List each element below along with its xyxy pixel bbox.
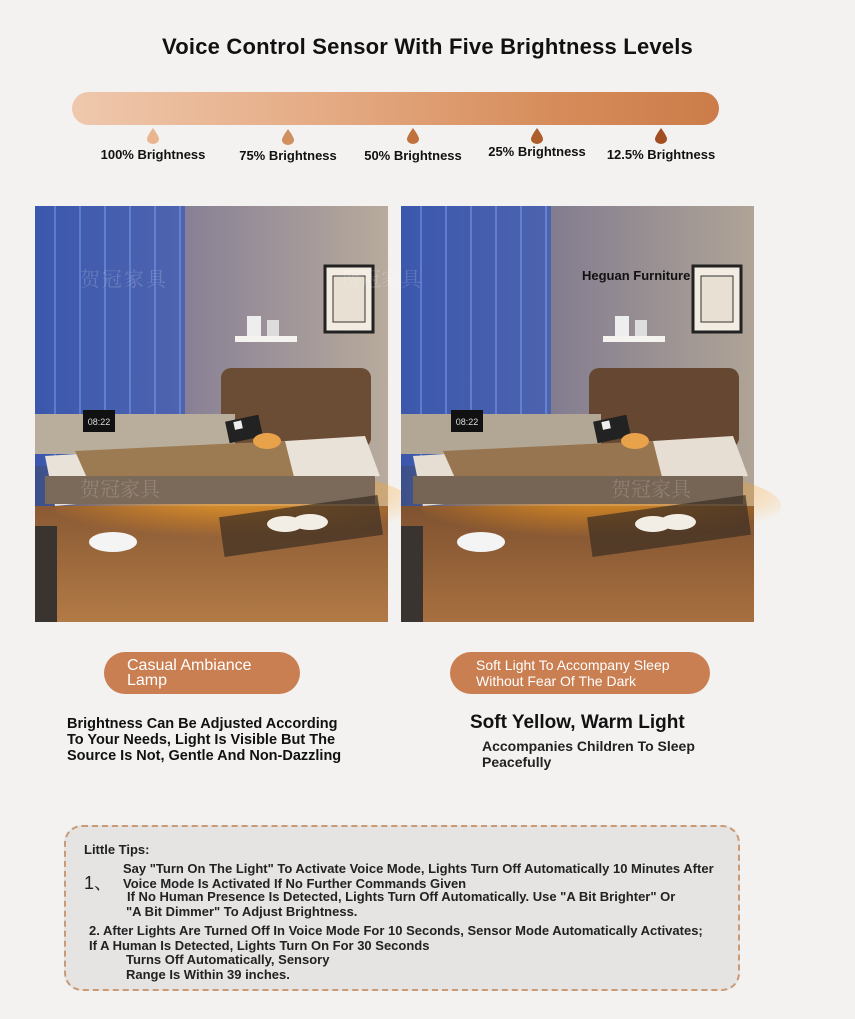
tip-line: Turns Off Automatically, Sensory (126, 952, 330, 967)
feature-pill-right (450, 652, 710, 694)
feature-subtext-right (482, 738, 695, 770)
brightness-label: 25% Brightness (488, 144, 586, 159)
clock-readout: 08:22 (87, 417, 111, 427)
brightness-gradient-bar (72, 92, 719, 125)
bedroom-photo-right (341, 206, 754, 622)
droplet-icon (282, 129, 294, 145)
description-line: To Your Needs, Light Is Visible But The (67, 732, 336, 748)
subtext-line: Peacefully (482, 754, 552, 770)
brand-label: Heguan Furniture (582, 268, 691, 283)
bedroom-photo-left (35, 206, 388, 622)
pill-line: Soft Light To Accompany Sleep (476, 657, 670, 673)
description-line: Brightness Can Be Adjusted According (67, 716, 338, 732)
feature-subtitle-right: Soft Yellow, Warm Light (470, 712, 685, 733)
tip-line: If No Human Presence Is Detected, Lights Turn Off Automatically. Use "A Bit Brighter" Or (127, 889, 676, 904)
pill-line: Casual Ambiance (127, 657, 252, 674)
tip-line: Voice Mode Is Activated If No Further Commands Given (123, 876, 467, 891)
feature-description-left (67, 716, 341, 764)
brightness-label: 12.5% Brightness (606, 147, 716, 162)
tip-line: Range Is Within 39 inches. (126, 967, 290, 982)
watermark-text: 贺冠家具 (80, 479, 160, 501)
bedroom-illustration-right (341, 206, 754, 622)
brightness-label: 75% Brightness (239, 148, 337, 163)
clock-readout: 08:22 (455, 417, 479, 427)
pill-line: Without Fear Of The Dark (476, 673, 637, 689)
pill-line: Lamp (127, 672, 168, 689)
tip-line: Say "Turn On The Light" To Activate Voice Mode, Lights Turn Off Automatically 10 Minutes After (123, 861, 714, 876)
droplet-icon (407, 128, 419, 144)
watermark-text: 贺冠家具 (611, 479, 691, 501)
tips-heading: Little Tips: (84, 842, 150, 857)
bedroom-illustration-left (35, 206, 388, 622)
droplet-icon (531, 128, 543, 144)
droplet-icon (655, 128, 667, 144)
tip-line: If A Human Is Detected, Lights Turn On For 30 Seconds (89, 938, 430, 953)
tip-line: 2. After Lights Are Turned Off In Voice Mode For 10 Seconds, Sensor Mode Automatically Activates; (89, 923, 703, 938)
subtext-line: Accompanies Children To Sleep (482, 738, 695, 754)
brightness-label: 100% Brightness (100, 147, 206, 162)
tips-marker: 1、 (84, 873, 113, 893)
page-title: Voice Control Sensor With Five Brightness Levels (162, 34, 693, 59)
watermark-text: 贺冠家具 (341, 269, 421, 291)
droplet-icon (147, 128, 159, 144)
tip-line: "A Bit Dimmer" To Adjust Brightness. (126, 904, 358, 919)
feature-pill-left (104, 652, 300, 694)
brightness-label: 50% Brightness (364, 148, 462, 163)
watermark-text: 贺冠家具 (80, 269, 168, 291)
description-line: Source Is Not, Gentle And Non-Dazzling (67, 748, 342, 764)
